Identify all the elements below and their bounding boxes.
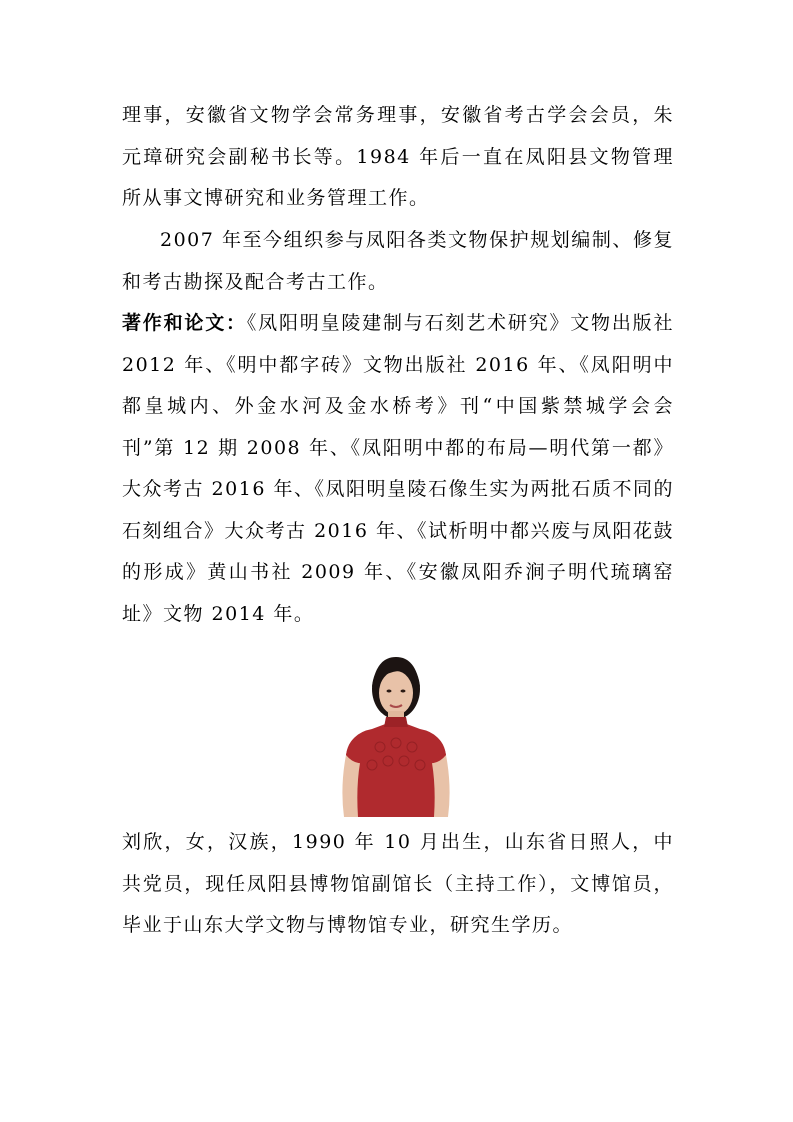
publications-list: 《凤阳明皇陵建制与石刻艺术研究》文物出版社 2012 年、《明中都字砖》文物出版社 2016 年、《凤阳明中都皇城内、外金水河及金水桥考》刊“中国紫禁城学会会刊”第 12 期 2008 年、《凤阳明中都的布局—明代第一都》大众考古 2016 年、《凤阳明皇陵石像生实为两批石质不同的石刻组合》大众考古 2016 年、《试析明中都兴废与凤阳花鼓的形成》黄山书社 2009 年、《安徽凤阳乔涧子明代琉璃窑址》文物 2014 年。 — [122, 312, 674, 625]
work-paragraph: 2007 年至今组织参与凤阳各类文物保护规划编制、修复和考古勘探及配合考古工作。 — [122, 229, 674, 293]
portrait-photo — [310, 647, 482, 817]
profile-paragraph: 刘欣，女，汉族，1990 年 10 月出生，山东省日照人，中共党员，现任凤阳县博物馆副馆长（主持工作），文博馆员，毕业于山东大学文物与博物馆专业，研究生学历。 — [122, 831, 674, 936]
publications-paragraph — [122, 303, 674, 635]
bio-paragraph-continued: 理事，安徽省文物学会常务理事，安徽省考古学会会员，朱元璋研究会副秘书长等。1984 年后一直在凤阳县文物管理所从事文博研究和业务管理工作。 — [122, 104, 674, 209]
publications-label: 著作和论文： — [122, 312, 247, 334]
